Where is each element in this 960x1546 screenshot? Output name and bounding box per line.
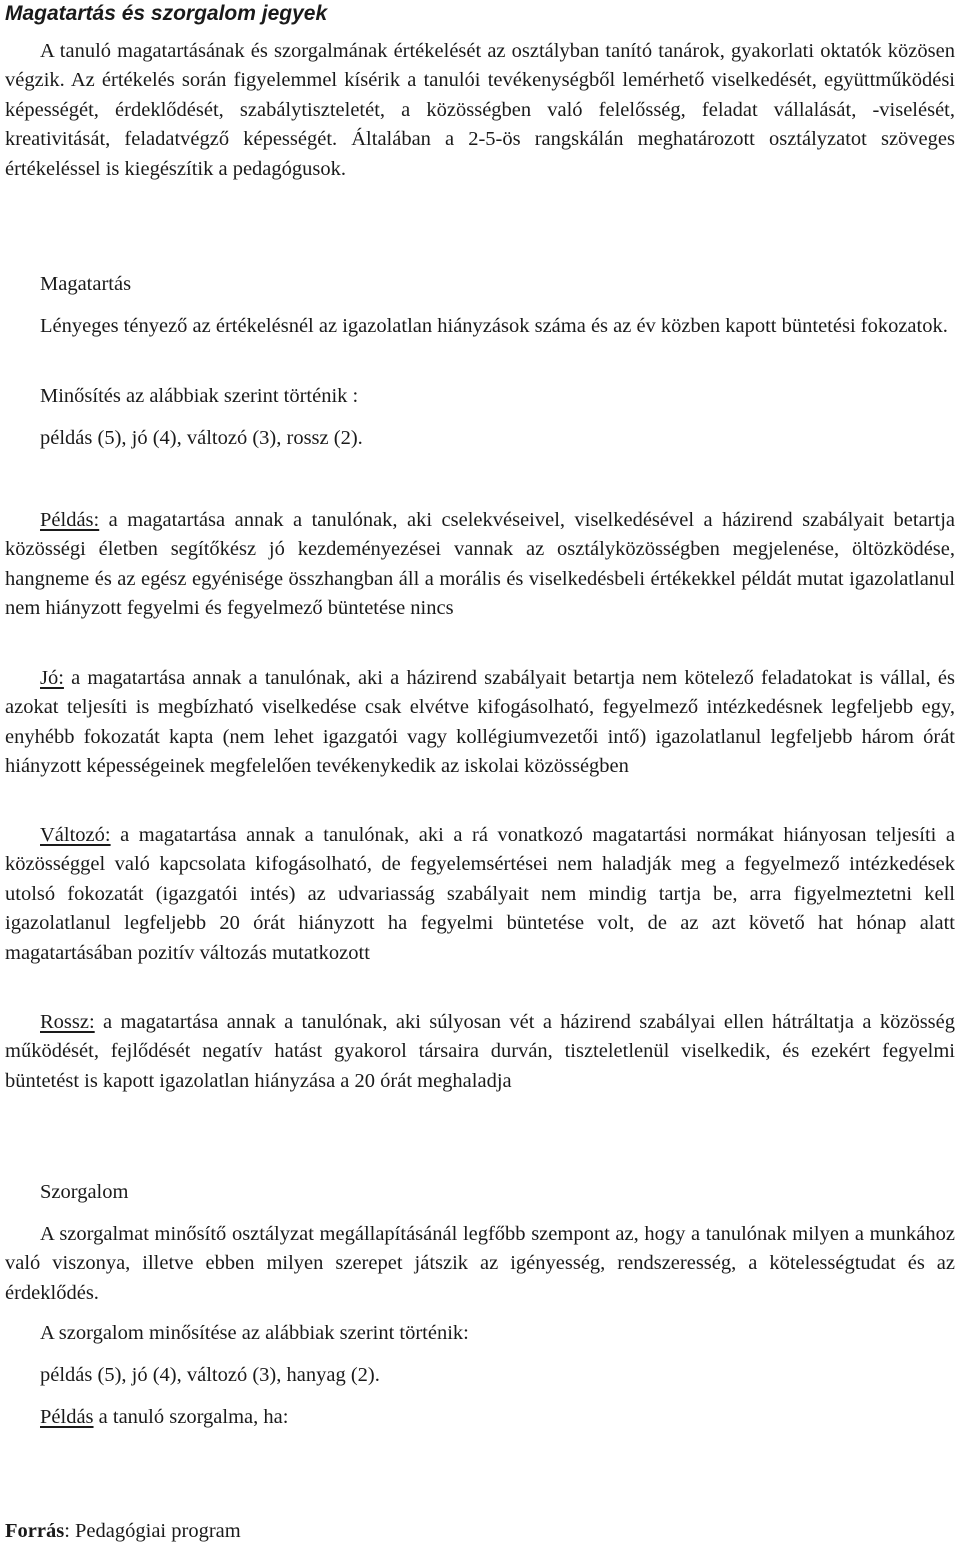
grade-text-exemplary: a magatartása annak a tanulónak, aki cselekvéseivel, viselkedésével a házirend szabályait betartja közösségi életben segítőkész jó kezdeményezései vannak az osztályközösségben megjelenése, öltözködése, hangneme és az egész egyénisége összhangban áll a morális és viselkedésbeli értékekkel példát mutat igazolatlanul nem hiányzott fegyelmi és fegyelmező büntetése nincs <box>5 509 955 620</box>
behavior-section-title: Magatartás <box>40 273 132 295</box>
behavior-grade-scale: példás (5), jó (4), változó (3), rossz (2). <box>40 427 363 449</box>
grade-text-good: a magatartása annak a tanulónak, aki a házirend szabályait betartja nem kötelező feladatokat is vállal, és azokat teljesíti is megbízható viselkedése csak elvétve kifogásolható, fegyelmező intézkedésnek legfeljebb egy, enyhébb fokozatát kapta (nem lehet igazgatói vagy kollégiumvezetői intő) igazolatlanul legfeljebb három órát hiányzott képességeinek megfelelően tevékenykedik az iskolai közösségben <box>5 667 955 778</box>
grade-label-variable: Változó: <box>40 824 111 846</box>
source-label: Forrás <box>5 1520 65 1542</box>
intro-paragraph: A tanuló magatartásának és szorgalmának értékelését az osztályban tanító tanárok, gyakorlati oktatók közösen végzik. Az értékelés során figyelemmel kísérik a tanulói tevékenységből lemérhető viselkedését, együttműködési képességét, érdeklődését, szabálytiszteletét, a közösségben való felelősség, feladat vállalását, -viselését, kreativitását, feladatvégző képességét. Általában a 2-5-ös rangskálán meghatározott osztályzatot szöveges értékeléssel is kiegészítik a pedagógusok. <box>5 40 955 180</box>
diligence-rating-intro: A szorgalom minősítése az alábbiak szerint történik: <box>40 1322 469 1344</box>
grade-text-bad: a magatartása annak a tanulónak, aki súlyosan vét a házirend szabályai ellen hátráltatja a közösség működését, fejlődését negatív hatást gyakorol társaira durván, tiszteletlenül viselkedik, és ezekért fegyelmi büntetést is kapott igazolatlan hiányzása a 20 órát meghaladja <box>5 1011 955 1092</box>
diligence-exemplary-text: a tanuló szorgalma, ha: <box>93 1406 289 1428</box>
diligence-grade-scale: példás (5), jó (4), változó (3), hanyag (2). <box>40 1364 380 1386</box>
page-title: Magatartás és szorgalom jegyek <box>5 2 328 25</box>
diligence-exemplary-line <box>5 1403 955 1432</box>
source-text: : Pedagógiai program <box>64 1520 241 1542</box>
grade-label-good: Jó: <box>40 667 64 689</box>
grade-label-exemplary: Példás: <box>40 509 100 531</box>
grade-paragraph-good <box>5 664 955 782</box>
behavior-factors-paragraph: Lényeges tényező az értékelésnél az igazolatlan hiányzások száma és az év közben kapott büntetési fokozatok. <box>40 315 948 337</box>
diligence-exemplary-label: Példás <box>40 1406 94 1428</box>
grade-label-bad: Rossz: <box>40 1011 95 1033</box>
source-note <box>5 1517 955 1546</box>
grade-text-variable: a magatartása annak a tanulónak, aki a rá vonatkozó magatartási normákat hiányosan teljesíti a közösséggel való kapcsolata kifogásolható, de fegyelemsértései nem haladják meg a fegyelmező intézkedések utolsó fokozatát (igazgatói intés) az udvariasság szabályait nem mindig tartja be, arra figyelmeztetni kell igazolatlanul legfeljebb 20 órát hiányzott ha fegyelmi büntetése volt, de az azt követő hat hónap alatt magatartásában pozitív változás mutatkozott <box>5 824 955 964</box>
grade-paragraph-variable <box>5 821 955 968</box>
diligence-section-title: Szorgalom <box>40 1181 129 1203</box>
behavior-rating-intro: Minősítés az alábbiak szerint történik : <box>40 385 359 407</box>
grade-paragraph-exemplary <box>5 506 955 624</box>
grade-paragraph-bad <box>5 1008 955 1096</box>
diligence-paragraph: A szorgalmat minősítő osztályzat megállapításánál legfőbb szempont az, hogy a tanulónak milyen a munkához való viszonya, illetve ebben milyen szerepet játszik az igényesség, rendszeresség, a kötelességtudat és az érdeklődés. <box>5 1223 955 1304</box>
